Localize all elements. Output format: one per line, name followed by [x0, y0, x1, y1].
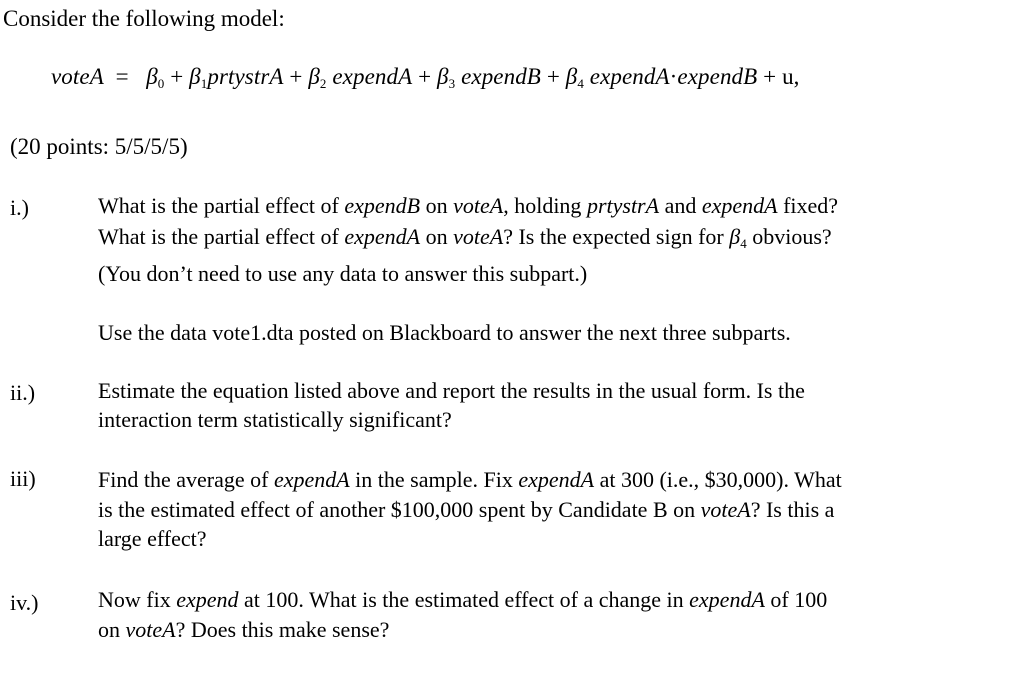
beta-3: $\beta_3$ [437, 64, 456, 91]
question-4-text [98, 585, 978, 644]
question-3-text [98, 465, 978, 554]
beta-1: $\beta_1$ [189, 64, 208, 91]
eq-equals: = [115, 64, 129, 89]
beta-2: $\beta_2$ [308, 64, 327, 91]
question-2-text [98, 376, 978, 434]
eq-plus: + [170, 64, 184, 89]
beta-0: $\beta_0$ [146, 64, 165, 91]
q1-line-2: What is the partial effect of expendA on voteA? Is the expected sign for $\beta_4$ obvious? [98, 223, 832, 251]
intro-text: Consider the following model: [3, 6, 285, 31]
points-note: (20 points: 5/5/5/5) [10, 134, 188, 159]
q2-line-1: Estimate the equation listed above and report the results in the usual form. Is the [98, 378, 805, 403]
q4-line-2: on voteA? Does this make sense? [98, 616, 390, 642]
eq-plus: + [418, 64, 432, 89]
term-interaction-b: expendB [677, 64, 758, 89]
eq-lhs: voteA [51, 64, 104, 89]
eq-tail: + u, [763, 64, 800, 89]
beta-4-inline: $\beta_4$ [729, 223, 747, 251]
q1-line-3: (You don’t need to use any data to answer this subpart.) [98, 261, 588, 286]
q2-line-2: interaction term statistically significant? [98, 407, 452, 432]
q4-line-1: Now fix expend at 100. What is the estimated effect of a change in expendA of 100 [98, 587, 828, 612]
question-2-number: ii.) [10, 380, 36, 405]
beta-4: $\beta_4$ [565, 64, 584, 91]
question-3-number: iii) [10, 466, 36, 491]
term-prtystrA: prtystrA [207, 64, 284, 89]
q3-line-1: Find the average of expendA in the sample. Fix expendA at 300 (i.e., $30,000). What [98, 467, 842, 492]
question-4-number: iv.) [10, 590, 39, 615]
question-1-number: i.) [10, 195, 29, 220]
eq-plus: + [289, 64, 303, 89]
model-equation [51, 64, 800, 92]
q1-line-1: What is the partial effect of expendB on voteA, holding prtystrA and expendA fixed? [98, 193, 839, 218]
term-expendB: expendB [461, 64, 541, 89]
data-note: Use the data vote1.dta posted on Blackboard to answer the next three subparts. [98, 320, 791, 345]
q3-line-2: is the estimated effect of another $100,000 spent by Candidate B on voteA? Is this a [98, 496, 835, 522]
term-expendA: expendA [332, 64, 413, 89]
q3-line-3: large effect? [98, 526, 207, 551]
eq-plus: + [546, 64, 560, 89]
eq-dot: · [669, 64, 678, 89]
term-interaction-a: expendA [589, 64, 670, 89]
question-1-text [98, 191, 978, 290]
